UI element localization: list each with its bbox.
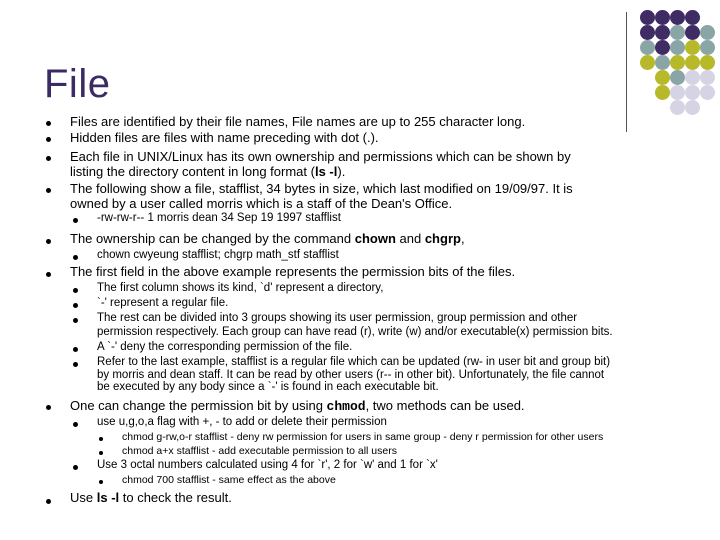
- decorative-dot: [655, 25, 670, 40]
- bullet-dot: [46, 137, 51, 142]
- bullet-text: The following show a file, stafflist, 34 bytes in size, which last modified on 19/09/97. It is: [70, 181, 573, 196]
- sub-bullet-text: `-' represent a regular file.: [97, 297, 229, 309]
- sub-sub-bullet-text: chmod g-rw,o-r stafflist - deny rw permission for users in same group - deny r permission for other users: [122, 431, 604, 443]
- command-chgrp: chgrp: [424, 231, 461, 246]
- sub-bullet-dot: [73, 318, 78, 323]
- bullet-dot: [46, 121, 51, 126]
- sub-bullet-dot: [73, 255, 78, 260]
- decorative-dot: [670, 25, 685, 40]
- command-ls: ls -l: [314, 164, 338, 179]
- bullet-dot: [46, 499, 51, 504]
- sub-bullet-text: A `-' deny the corresponding permission of the file.: [97, 341, 353, 353]
- text-span: Use: [70, 490, 97, 505]
- bullet-text: Files are identified by their file names, File names are up to 255 character long.: [70, 114, 526, 129]
- decorative-dot: [655, 10, 670, 25]
- bullet-dot: [46, 405, 51, 410]
- decorative-dot: [640, 55, 655, 70]
- decorative-dot: [670, 55, 685, 70]
- slide-title: File: [44, 62, 111, 106]
- decorative-dot: [655, 55, 670, 70]
- bullet-text: [70, 398, 525, 414]
- bullet-text: [70, 231, 465, 246]
- sub-bullet-dot: [73, 362, 78, 367]
- bullet-dot: [46, 272, 51, 277]
- bullet-text: The first field in the above example represents the permission bits of the files.: [70, 264, 516, 279]
- bullet-dot: [46, 156, 51, 161]
- text-span: to check the result.: [119, 490, 232, 505]
- sub-bullet-text: chown cwyeung stafflist; chgrp math_stf stafflist: [97, 249, 339, 261]
- decorative-dot: [685, 55, 700, 70]
- decorative-dot: [700, 25, 715, 40]
- bullet-text: Hidden files are files with name preceding with dot (.).: [70, 130, 379, 145]
- sub-bullet-dot: [73, 218, 78, 223]
- bullet-text: Each file in UNIX/Linux has its own ownership and permissions which can be shown by: [70, 149, 571, 164]
- text-span: listing the directory content in long format (: [70, 164, 315, 179]
- text-span: The ownership can be changed by the command: [70, 231, 355, 246]
- text-span: One can change the permission bit by using: [70, 398, 327, 413]
- sub-bullet-dot: [73, 288, 78, 293]
- decorative-dot: [655, 40, 670, 55]
- decorative-dot: [670, 100, 685, 115]
- sub-bullet-text: -rw-rw-r-- 1 morris dean 34 Sep 19 1997 stafflist: [97, 212, 341, 224]
- decorative-dot: [700, 40, 715, 55]
- decorative-dot: [685, 25, 700, 40]
- decorative-dot: [655, 85, 670, 100]
- command-chmod: chmod: [326, 399, 366, 414]
- decorative-dot: [640, 10, 655, 25]
- bullet-dot: [46, 188, 51, 193]
- command-chown: chown: [354, 231, 396, 246]
- sub-sub-bullet-text: chmod 700 stafflist - same effect as the above: [122, 474, 336, 486]
- decorative-dot: [685, 85, 700, 100]
- sub-sub-bullet-dot: [99, 451, 103, 455]
- text-span: and: [395, 231, 425, 246]
- decorative-dot: [655, 70, 670, 85]
- decorative-dot-grid: [640, 10, 720, 120]
- text-span: , two methods can be used.: [365, 398, 525, 413]
- sub-bullet-dot: [73, 303, 78, 308]
- decorative-dot: [685, 100, 700, 115]
- decorative-dot: [670, 40, 685, 55]
- bullet-text-continued: owned by a user called morris which is a staff of the Dean's Office.: [70, 196, 453, 211]
- decorative-dot: [640, 25, 655, 40]
- sub-bullet-text: use u,g,o,a flag with +, - to add or delete their permission: [97, 416, 387, 428]
- sub-bullet-text-continued: be executed by any body since a `-' is found in each executable bit.: [97, 381, 439, 393]
- decorative-dot: [700, 55, 715, 70]
- sub-bullet-text: Refer to the last example, stafflist is a regular file which can be updated (rw- in user bit and group bit): [97, 356, 611, 368]
- text-span: ).: [337, 164, 346, 179]
- decorative-dot: [700, 70, 715, 85]
- decorative-dot: [685, 70, 700, 85]
- decorative-dot: [685, 40, 700, 55]
- sub-sub-bullet-text: chmod a+x stafflist - add executable permission to all users: [122, 445, 397, 457]
- sub-bullet-text: The rest can be divided into 3 groups showing its user permission, group permission and other: [97, 312, 578, 324]
- decorative-divider: [626, 12, 627, 132]
- sub-bullet-text-continued: permission respectively. Each group can have read (r), write (w) and/or executable(x) permission bits.: [97, 326, 613, 338]
- sub-bullet-dot: [73, 347, 78, 352]
- sub-sub-bullet-dot: [99, 480, 103, 484]
- sub-bullet-dot: [73, 465, 78, 470]
- sub-bullet-dot: [73, 422, 78, 427]
- bullet-dot: [46, 239, 51, 244]
- sub-bullet-text: Use 3 octal numbers calculated using 4 for `r', 2 for `w' and 1 for `x': [97, 459, 438, 471]
- sub-bullet-text-continued: by morris and dean staff. It can be read by other users (r-- in other bit). Unfortunately, the file cannot: [97, 369, 605, 381]
- decorative-dot: [670, 70, 685, 85]
- decorative-dot: [670, 10, 685, 25]
- text-span: ,: [460, 231, 465, 246]
- decorative-dot: [700, 85, 715, 100]
- decorative-dot: [640, 40, 655, 55]
- bullet-text: [70, 490, 232, 505]
- sub-sub-bullet-dot: [99, 437, 103, 441]
- command-ls: ls -l: [96, 490, 120, 505]
- sub-bullet-text: The first column shows its kind, `d' represent a directory,: [97, 282, 384, 294]
- decorative-dot: [685, 10, 700, 25]
- decorative-dot: [670, 85, 685, 100]
- bullet-text-continued: [70, 164, 345, 179]
